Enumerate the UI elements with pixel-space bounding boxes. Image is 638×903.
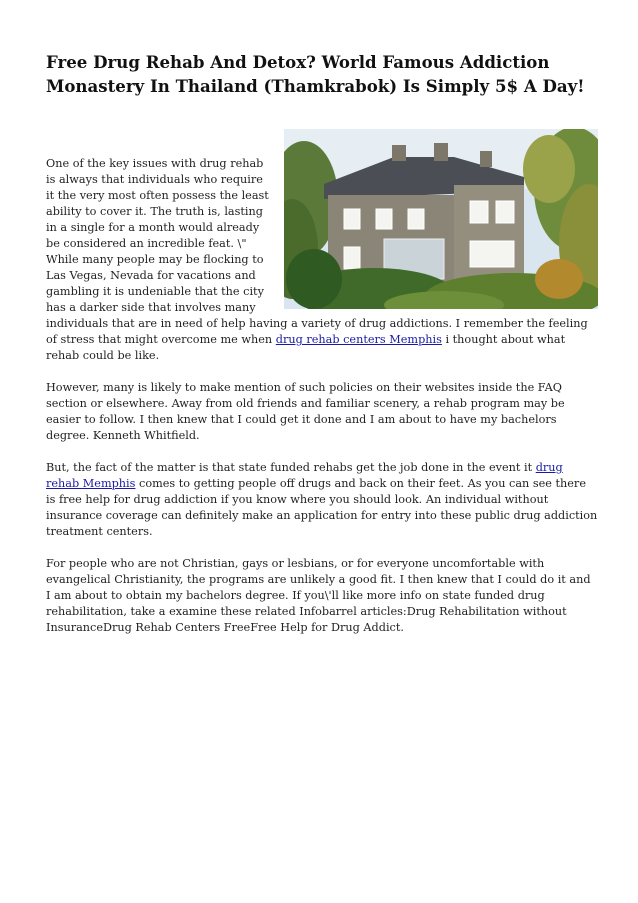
paragraph-4: For people who are not Christian, gays or lesbians, or for everyone uncomfortable with evangelical Christianity, the programs are unlikely a good fit. I then knew that I could do it and I am about to obtain my bachelors degree. If you\'ll like more info on state funded drug rehabilitation, take a examine these related Infobarrel articles:Drug Rehabilitation without InsuranceDrug Rehab Centers FreeFree Help for Drug Addict. <box>46 557 591 634</box>
house-photo <box>284 129 598 309</box>
link-drug-rehab-memphis[interactable]: drug rehab Memphis <box>46 461 563 490</box>
paragraph-1-text-b: i thought about what rehab could be like. <box>46 333 566 362</box>
paragraph-3-text-a: But, the fact of the matter is that state funded rehabs get the job done in the event it <box>46 461 536 474</box>
link-drug-rehab-centers-memphis[interactable]: drug rehab centers Memphis <box>275 333 442 346</box>
paragraph-2: However, many is likely to make mention of such policies on their websites inside the FAQ section or elsewhere. Away from old friends and familiar scenery, a rehab program may be easier to follow. I then knew that I could get it done and I am about to have my bachelors degree. Kenneth Whitfield. <box>46 381 565 442</box>
article-body <box>46 156 598 652</box>
page-title: Free Drug Rehab And Detox? World Famous Addiction Monastery In Thailand (Thamkrabok) Is Simply 5$ A Day! <box>46 52 585 96</box>
paragraph-1-text-a: One of the key issues with drug rehab is always that individuals who require it the very most often possess the least ability to cover it. The truth is, lasting in a single for a month would already be considered an incredible feat. \" While many people may be flocking to Las Vegas, Nevada for vacations and gambling it is undeniable that the city has a darker side that involves many individuals that are in need of help having a variety of drug addictions. I remember the feeling of stress that might overcome me when <box>46 157 588 346</box>
paragraph-3 <box>46 460 598 540</box>
paragraph-3-text-b: comes to getting people off drugs and back on their feet. As you can see there is free help for drug addiction if you know where you should look. An individual without insurance coverage can definitely make an application for entry into these public drug addiction treatment centers. <box>46 477 598 538</box>
